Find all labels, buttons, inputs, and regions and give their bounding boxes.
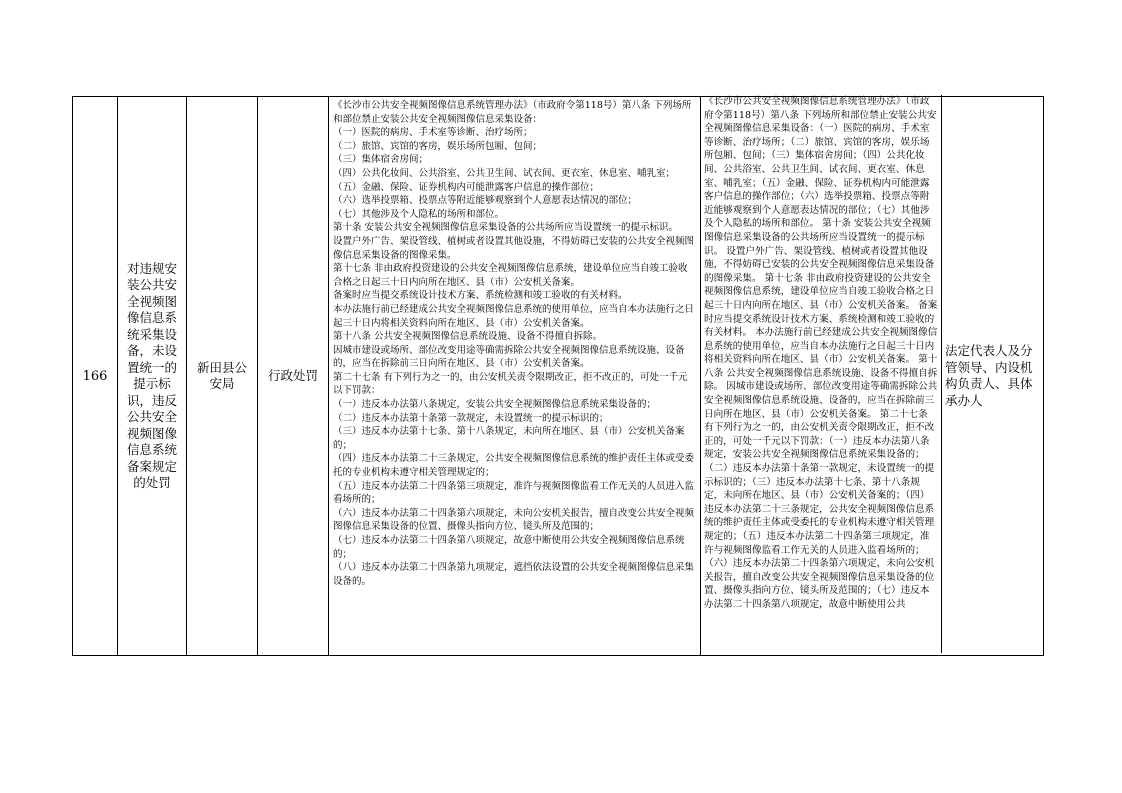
law-line: （三）集体宿舍房间； — [333, 154, 429, 166]
law-line: （五）违反本办法第二十四条第三项规定，准许与视频图像监看工作无关的人员进入监看场所的； — [333, 480, 695, 506]
law-line: （三）违反本办法第十七条、第十八条规定，未向所在地区、县（市）公安机关备案的； — [333, 426, 685, 451]
law-line: （六）违反本办法第二十四条第六项规定，未向公安机关报告，擅自改变公共安全视频图像信息采集设备的位置、摄像头指向方位、镜头所及范围的； — [333, 507, 695, 533]
law-line: （二）旅馆、宾馆的客房，娱乐场所包厢、包间； — [333, 140, 543, 152]
law-line: 设置户外广告、架设管线、植树或者设置其他设施，不得妨碍已安装的公共安全视频图像信息采集设备的图像采集。 — [333, 235, 695, 261]
law-line: 本办法施行前已经建成公共安全视频图像信息系统的使用单位，应当自本办法施行之日起三十日内将相关资料向所在地区、县（市）公安机关备案。 — [333, 303, 695, 329]
legal-basis-cell: 《长沙市公共安全视频图像信息系统管理办法》（市政府令第118号）第八条 下列场所和部位禁止安装公共安全视频图像信息采集设备：（一）医院的病房、手术室等诊断、治疗场所；（二）旅馆、宾馆的客房，娱乐场所包厢、包间；（三）集体宿舍房间；（四）公共化妆间、公共浴室、公共卫生间、试衣间、更衣室、休息室、哺乳室；（五）金融、保险、证券机构内可能泄露客户信息的操作部位；（六）选举投票箱、投票点等附近能够观察到个人意愿表达情况的部位；（七）其他涉及个人隐私的场所和部位。 第十条 安装公共安全视频图像信息采集设备的公共场所应当设置统一的提示标识。 设置户外广告、架设管线、植树或者设置其他设施，不得妨碍已安装的公共安全视频图像信息采集设备的图像采集。 第十七条 非由政府投资建设的公共安全视频图像信息系统，建设单位应当自竣工验收合格之日起三十日内向所在地区、县（市）公安机关备案。 备案时应当提交系统设计技术方案、系统检测和竣工验收的有关材料。 本办法施行前已经建成公共安全视频图像信息系统的使用单位，应当自本办法施行之日起三十日内将相关资料向所在地区、县（市）公安机关备案。 第十八条 公共安全视频图像信息系统设施、设备不得擅自拆除。 因城市建设或场所、部位改变用途等确需拆除公共安全视频图像信息系统设施、设备的，应当在拆除前三日向所在地区、县（市）公安机关备案。 第二十七条 有下列行为之一的，由公安机关责令限期改正，拒不改正的，可处一千元以下罚款：（一）违反本办法第八条规定，安装公共安全视频图像信息系统采集设备的；（二）违反本办法第十条第一款规定，未设置统一的提示标识的；（三）违反本办法第十七条、第十八条规定，未向所在地区、县（市）公安机关备案的；（四）违反本办法第二十三条规定，公共安全视频图像信息系统的维护责任主体或受委托的专业机构未遵守相关管理规定的；（五）违反本办法第二十四条第三项规定，准许与视频图像监看工作无关的人员进入监看场所的；（六）违反本办法第二十四条第六项规定，未向公安机关报告，擅自改变公共安全视频图像信息采集设备的位置、摄像头指向方位、镜头所及范围的；（七）违反本办法第二十四条第八项规定，故意中断使用公共 — [701, 95, 942, 653]
law-line: 第二十七条 有下列行为之一的，由公安机关责令限期改正，拒不改正的，可处一千元以下罚款： — [333, 371, 688, 397]
law-line: 《长沙市公共安全视频图像信息系统管理办法》（市政府令第118号）第八条 下列场所和部位禁止安装公共安全视频图像信息采集设备： — [333, 100, 692, 125]
law-line: （二）违反本办法第十条第一款规定，未设置统一的提示标识的； — [333, 412, 609, 424]
law-line: （五）金融、保险、证券机构内可能泄露客户信息的操作部位； — [333, 181, 600, 193]
law-line: （四）违反本办法第二十三条规定，公共安全视频图像信息系统的维护责任主体或受委托的专业机构未遵守相关管理规定的； — [333, 453, 695, 479]
category-cell: 行政处罚 — [258, 97, 329, 655]
law-line: （四）公共化妆间、公共浴室、公共卫生间、试衣间、更衣室、休息室、哺乳室； — [333, 167, 676, 179]
law-line: （六）选举投票箱、投票点等附近能够观察到个人意愿表达情况的部位； — [333, 195, 638, 207]
law-line: 第十条 安装公共安全视频图像信息采集设备的公共场所应当设置统一的提示标识。 — [333, 222, 679, 234]
law-line: 第十八条 公共安全视频图像信息系统设施、设备不得擅自拆除。 — [333, 331, 603, 343]
department-cell: 新田县公安局 — [187, 97, 258, 655]
law-line: 因城市建设或场所、部位改变用途等确需拆除公共安全视频图像信息系统设施、设备的，应当在拆除前三日向所在地区、县（市）公安机关备案。 — [333, 344, 685, 370]
legal-provisions-cell — [329, 97, 701, 655]
law-line: （一）违反本办法第八条规定，安装公共安全视频图像信息系统采集设备的； — [333, 399, 657, 411]
row-number: 166 — [73, 97, 118, 655]
law-line: 备案时应当提交系统设计技术方案、系统检测和竣工验收的有关材料。 — [333, 290, 628, 302]
power-list-table — [72, 96, 1044, 656]
law-line: （七）违反本办法第二十四条第八项规定，故意中断使用公共安全视频图像信息系统的； — [333, 535, 685, 560]
law-line: （一）医院的病房、手术室等诊断、治疗场所； — [333, 127, 533, 139]
law-line: 第十七条 非由政府投资建设的公共安全视频图像信息系统，建设单位应当自竣工验收合格之日起三十日内向所在地区、县（市）公安机关备案。 — [333, 263, 688, 288]
law-line: （七）其他涉及个人隐私的场所和部位。 — [333, 208, 505, 220]
responsible-party-cell: 法定代表人及分管领导、内设机构负责人、具体承办人 — [945, 343, 1033, 408]
item-name-cell: 对违规安装公共安全视频图像信息系统采集设备，未设置统一的提示标识，违反公共安全视频图像信息系统备案规定的处罚 — [118, 97, 187, 655]
law-line: （八）违反本办法第二十四条第九项规定，遮挡依法设置的公共安全视频图像信息采集设备的。 — [333, 562, 695, 587]
